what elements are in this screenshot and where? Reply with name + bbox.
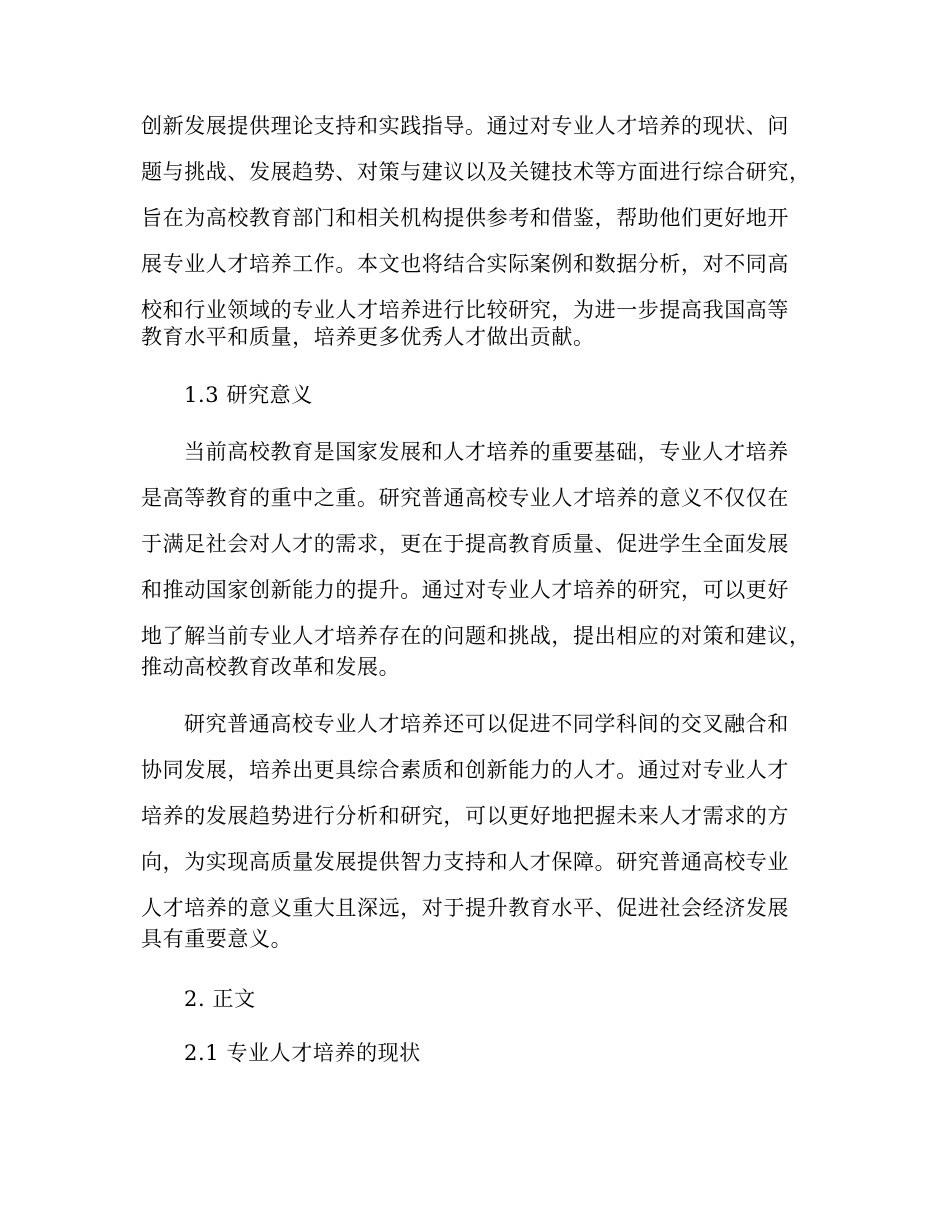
section-heading-2-1: 2.1 专业人才培养的现状 (184, 1041, 421, 1065)
section-heading-2: 2. 正文 (184, 987, 256, 1011)
text-line: 是高等教育的重中之重。研究普通高校专业人才培养的意义不仅仅在 (141, 486, 789, 510)
text-line: 培养的发展趋势进行分析和研究，可以更好地把握未来人才需求的方 (141, 804, 789, 828)
text-line: 校和行业领域的专业人才培养进行比较研究，为进一步提高我国高等 (141, 298, 789, 322)
text-line: 创新发展提供理论支持和实践指导。通过对专业人才培养的现状、问 (141, 114, 789, 138)
text-line: 展专业人才培养工作。本文也将结合实际案例和数据分析，对不同高 (141, 252, 789, 276)
text-line: 具有重要意义。 (141, 927, 293, 951)
section-heading-1-3: 1.3 研究意义 (184, 383, 313, 407)
text-line: 地了解当前专业人才培养存在的问题和挑战，提出相应的对策和建议， (141, 624, 811, 648)
text-line: 协同发展，培养出更具综合素质和创新能力的人才。通过对专业人才 (141, 758, 789, 782)
text-line: 当前高校教育是国家发展和人才培养的重要基础，专业人才培养 (184, 440, 789, 464)
text-line: 人才培养的意义重大且深远，对于提升教育水平、促进社会经济发展 (141, 896, 789, 920)
text-line: 推动高校教育改革和发展。 (141, 655, 401, 679)
text-line: 于满足社会对人才的需求，更在于提高教育质量、促进学生全面发展 (141, 532, 789, 556)
text-line: 教育水平和质量，培养更多优秀人才做出贡献。 (141, 325, 595, 349)
text-line: 旨在为高校教育部门和相关机构提供参考和借鉴，帮助他们更好地开 (141, 206, 789, 230)
text-line: 研究普通高校专业人才培养还可以促进不同学科间的交叉融合和 (184, 712, 789, 736)
text-line: 和推动国家创新能力的提升。通过对专业人才培养的研究，可以更好 (141, 578, 789, 602)
text-line: 向，为实现高质量发展提供智力支持和人才保障。研究普通高校专业 (141, 850, 789, 874)
text-line: 题与挑战、发展趋势、对策与建议以及关键技术等方面进行综合研究， (141, 160, 811, 184)
